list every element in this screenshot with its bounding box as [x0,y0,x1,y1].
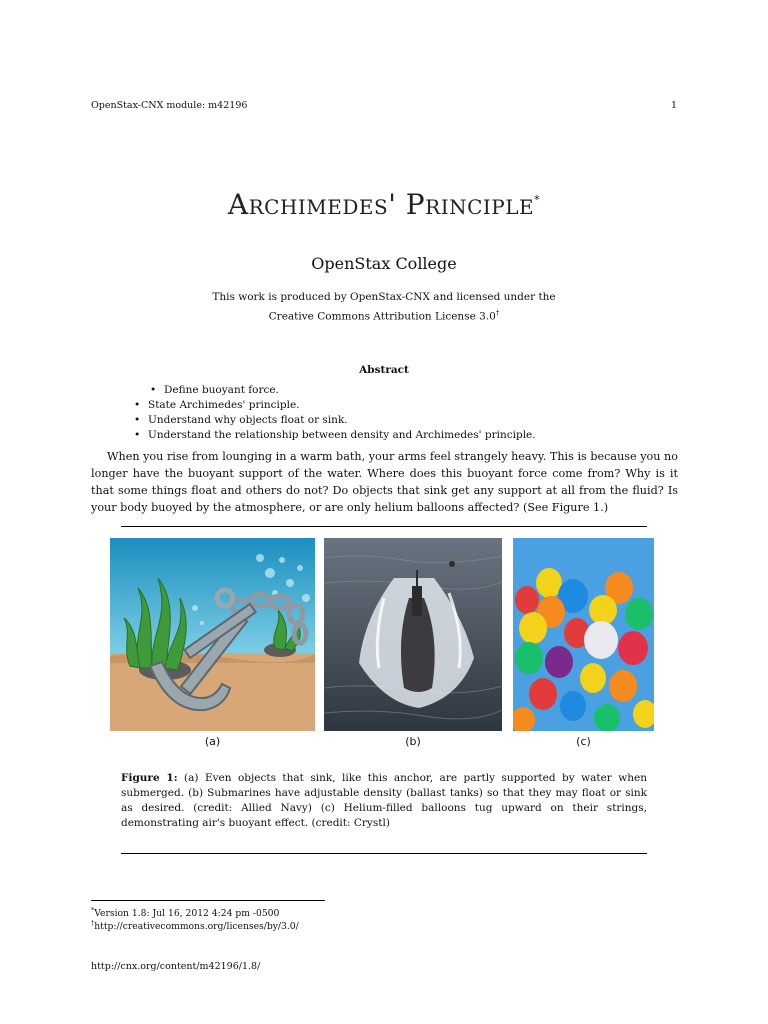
caption-label: Figure 1: [121,772,178,784]
anchor-illustration [110,538,315,731]
objective-item [134,428,536,443]
objective-item [134,398,300,413]
figure-panel-balloons [513,538,654,731]
figure-caption [121,771,647,831]
title-footnote-mark: * [534,193,541,207]
caption-text: (a) Even objects that sink, like this anchor, are partly supported by water when submerged. (b) Submarines have adjustable density (ballast tanks) so that they may float or sink as desired. (credit: Allied Navy) (c) Helium-filled balloons tug upward on their strings, demonstrating air's buoyant effect. (credit: Crystl) [121,772,647,829]
footnote-link[interactable]: http://creativecommons.org/licenses/by/3.0/ [94,921,299,933]
license-notice [0,289,768,325]
license-line-2 [0,305,768,325]
title-text: Archimedes' Principle [227,188,535,221]
license-footnote-mark: † [495,309,500,317]
author: OpenStax College [311,254,457,273]
license-name: Creative Commons Attribution License 3.0 [268,310,496,323]
panel-label-c: (c) [576,735,591,748]
objective-item [134,413,348,428]
bullet-icon: • [150,384,157,396]
page-number: 1 [670,100,677,111]
objective-text: Understand why objects float or sink. [148,414,348,426]
objective-text: Understand the relationship between density and Archimedes' principle. [148,429,536,441]
footnote-license-url [91,917,299,933]
objective-text: Define buoyant force. [164,384,279,396]
bullet-icon: • [134,414,141,426]
footnote-mark: † [91,919,95,927]
license-line-1: This work is produced by OpenStax-CNX and licensed under the [212,291,556,303]
objective-item [150,383,279,398]
running-header: OpenStax-CNX module: m42196 [91,100,248,111]
panel-label-b: (b) [405,735,421,748]
bullet-icon: • [134,429,141,441]
figure-bottom-rule [121,853,647,854]
footer-url[interactable]: http://cnx.org/content/m42196/1.8/ [91,961,261,972]
footnote-rule [91,900,325,901]
intro-paragraph: When you rise from lounging in a warm bath, your arms feel strangely heavy. This is because you no longer have the buoyant support of the water. Where does this buoyant force come from? Why is it that some things float and others do not? Do objects that sink get any support at all from the fluid? Is your body buoyed by the atmosphere, or are only helium balloons affected? (See Figure 1.) [91,450,678,514]
panel-label-a: (a) [204,735,221,748]
bullet-icon: • [134,399,141,411]
submarine-photo [324,538,502,731]
figure-panel-submarine [324,538,502,731]
abstract-heading: Abstract [359,364,409,376]
page-title [0,188,768,221]
figure-top-rule [121,526,647,527]
figure-panel-anchor [110,538,315,731]
footnote-text: Version 1.8: Jul 16, 2012 4:24 pm -0500 [94,908,280,920]
balloons-photo [513,538,654,731]
footnote-mark: * [91,906,95,914]
objective-text: State Archimedes' principle. [148,399,300,411]
